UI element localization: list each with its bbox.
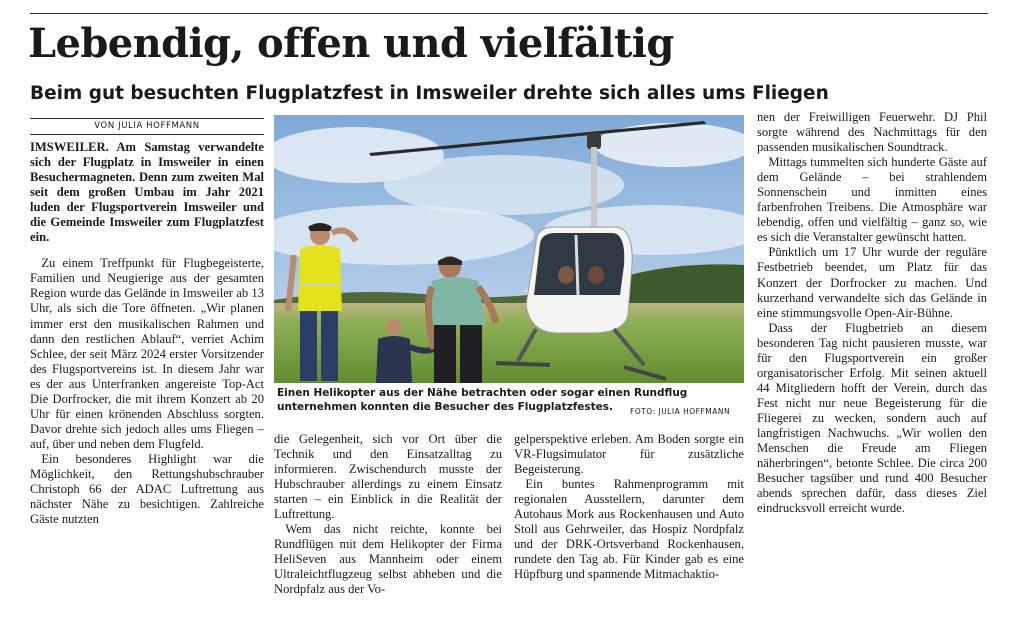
photo-caption: Einen Helikopter aus der Nähe betrachten oder sogar einen Rundflug unternehmen konnten die Besucher des Flugplatzfestes. [277, 387, 688, 413]
byline-rule-top [30, 118, 264, 119]
body-paragraph: Ein buntes Rahmenprogramm mit regionalen Ausstellern, darunter dem Autohaus Mork aus Rockenhausen und Auto Stoll aus Gehrweiler, das Hospiz Nordpfalz und der DRK-Ortsverband Rockenhausen, rundete den Tag ab. Für Kinder gab es eine Hüpfburg und spannende Mitmachaktio- [514, 477, 744, 582]
lead-paragraph [30, 140, 264, 245]
headline: Lebendig, offen und vielfältig [28, 20, 674, 67]
lead-text: Am Samstag verwandelte sich der Flugplatz in Imsweiler in einen Besuchermagneten. Denn zum zweiten Mal seit dem großen Umbau im Jahr 2021 luden der Flugsportverein Imsweiler und die Gemeinde Imsweiler zum Flugplatzfest ein. [30, 140, 264, 245]
byline: VON JULIA HOFFMANN [94, 121, 200, 131]
body-paragraph: Mittags tummelten sich hunderte Gäste auf dem Gelände – bei strahlendem Sonnenschein und inmitten eines farbenfrohen Treibens. Die Atmosphäre war lebendig, offen und vielfältig – ganz so, wie es sich die Veranstalter gewünscht hatten. [757, 155, 987, 245]
byline-rule-bottom [30, 134, 264, 135]
article-column-2 [274, 432, 502, 612]
article-column-4 [757, 110, 987, 612]
body-paragraph: Zu einem Treffpunkt für Flugbegeisterte, Familien und Neugierige aus der gesamten Region wurde das Gelände in Imsweiler ab 13 Uhr, als sich die Tore öffneten. „Wir planen immer erst den musikalischen Rahmen und dann den restlichen Ablauf“, verriet Achim Schlee, der seit März 2024 erster Vorsitzender des Flugsportvereins ist. In diesem Jahr war es der aus Unterfranken angereiste Top-Act Die Dorfrocker, die mit ihrem Konzert ab 20 Uhr für einen krönenden Abschluss sorgten. Davor drehte sich jedoch alles ums Fliegen – auf, über und neben dem Flugfeld. [30, 256, 264, 451]
article-column-3 [514, 432, 744, 612]
article-photo [274, 115, 744, 383]
body-paragraph: Wem das nicht reichte, konnte bei Rundflügen mit dem Helikopter der Firma HeliSeven aus Mannheim oder einem Ultraleichtflugzeug selbst abheben und die Nordpfalz aus der Vo- [274, 522, 502, 597]
body-paragraph: die Gelegenheit, sich vor Ort über die Technik und den Einsatzalltag zu informieren. Zwischendurch musste der Hubschrauber allerdings zu einem Einsatz starten – ein Einblick in die Realität der Luftrettung. [274, 432, 502, 522]
subheadline: Beim gut besuchten Flugplatzfest in Imsweiler drehte sich alles ums Fliegen [30, 83, 829, 104]
helicopter-photo-image [274, 115, 744, 383]
body-paragraph: Dass der Flugbetrieb an diesem besonderen Tag nicht pausieren musste, war für den Flugsportverein ein großer organisatorischer Erfolg. Mit seinen aktuell 44 Mitgliedern hofft der Verein, durch das Fest nicht nur neue Begeisterung für die Fliegerei zu wecken, sondern auch auf langfristigen Nachwuchs. „Wir wollen den Menschen die Freude am Fliegen näherbringen“, betonte Schlee. Die circa 200 Besucher tagsüber und rund 400 Besucher abends sprechen dafür, dass dieses Ziel eindrucksvoll erreicht wurde. [757, 320, 987, 516]
body-paragraph: gelperspektive erleben. Am Boden sorgte ein VR-Flugsimulator für zusätzliche Begeisterung. [514, 432, 744, 477]
top-rule [30, 13, 988, 14]
body-paragraph: nen der Freiwilligen Feuerwehr. DJ Phil sorgte während des Nachmittags für den passenden musikalischen Soundtrack. [757, 110, 987, 155]
article-column-1 [30, 140, 264, 610]
body-paragraph: Ein besonderes Highlight war die Möglichkeit, den Rettungshubschrauber Christoph 66 der ADAC Luftrettung aus nächster Nähe zu besichtigen. Zahlreiche Gäste nutzten [30, 451, 264, 527]
dateline: IMSWEILER. [30, 140, 109, 154]
body-paragraph: Pünktlich um 17 Uhr wurde der reguläre Festbetrieb beendet, um Platz für das Konzert der Dorfrocker zu machen. Und kurzerhand verwandelte sich das Gelände in eine stimmungsvolle Open-Air-Bühne. [757, 245, 987, 320]
photo-credit: FOTO: JULIA HOFFMANN [630, 407, 731, 416]
